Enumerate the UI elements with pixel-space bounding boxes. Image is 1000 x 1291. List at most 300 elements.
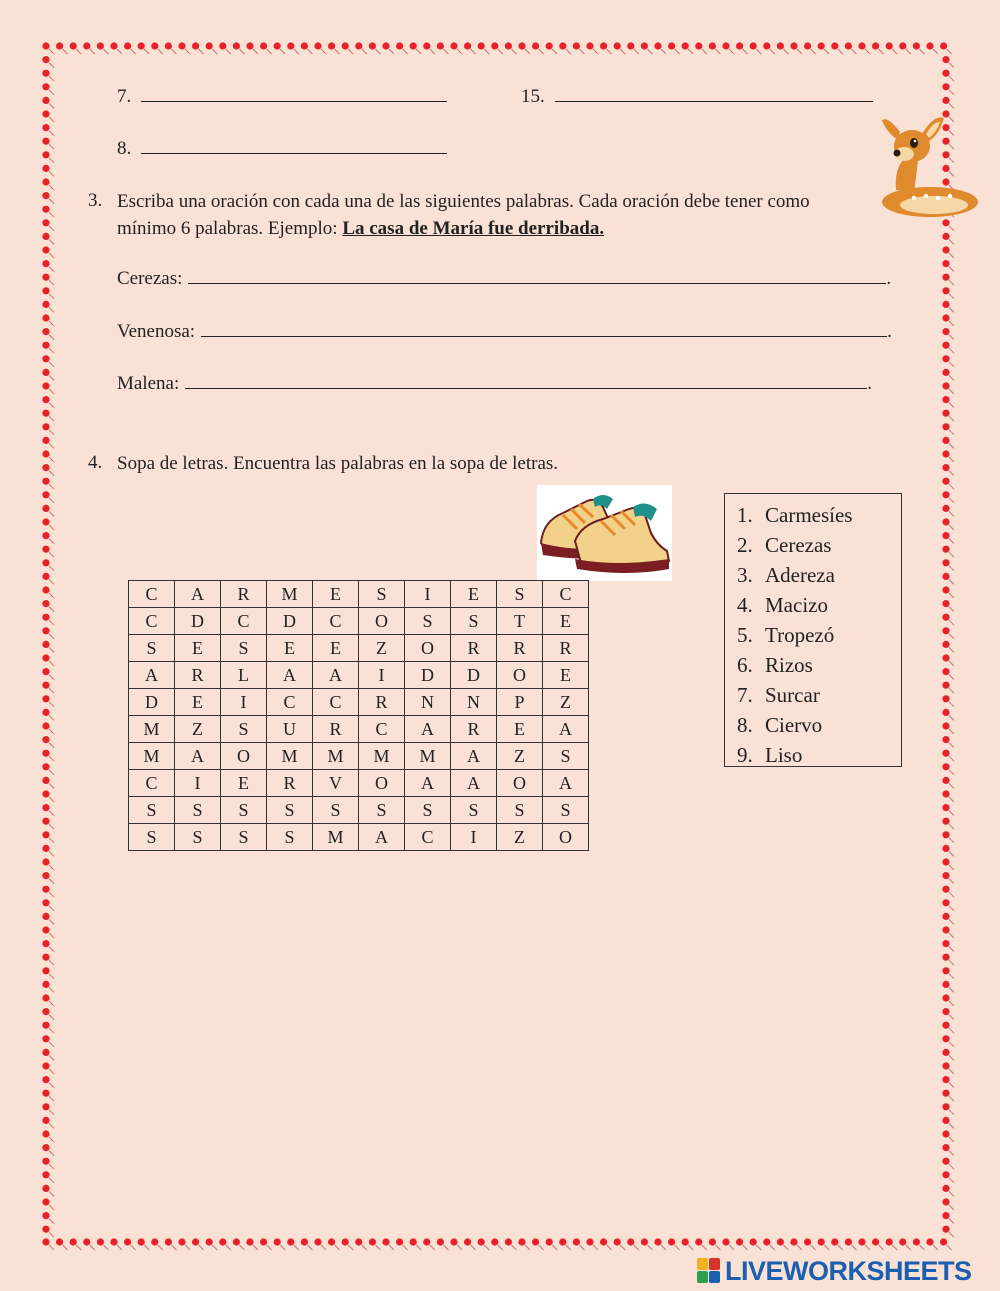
word-search-grid (128, 580, 589, 851)
border-dot (42, 450, 49, 457)
grid-cell[interactable]: R (313, 716, 359, 743)
grid-cell[interactable]: R (543, 635, 589, 662)
border-dot (942, 682, 949, 689)
border-dot-stem (49, 607, 54, 612)
border-dot-stem (49, 1232, 54, 1237)
grid-cell[interactable]: O (497, 770, 543, 797)
border-dot (382, 1238, 389, 1245)
border-dot (42, 1238, 49, 1245)
sneakers-illustration (537, 485, 672, 581)
grid-row (129, 743, 589, 770)
grid-cell[interactable]: A (129, 662, 175, 689)
border-dot (42, 1103, 49, 1110)
grid-cell[interactable]: S (359, 797, 405, 824)
border-dot-stem (49, 783, 54, 788)
line-number: 15. (521, 86, 545, 107)
border-dot (42, 600, 49, 607)
border-dot (942, 70, 949, 77)
border-dot (42, 178, 49, 185)
border-dot-stem (892, 1245, 897, 1250)
border-dot-stem (634, 1245, 639, 1250)
grid-cell[interactable]: A (405, 770, 451, 797)
border-dot-stem (199, 1245, 204, 1250)
border-dot-stem (49, 158, 54, 163)
border-dot-stem (949, 770, 954, 775)
grid-cell[interactable]: O (221, 743, 267, 770)
grid-cell[interactable]: I (405, 581, 451, 608)
border-dot (695, 1238, 702, 1245)
grid-cell[interactable]: A (175, 581, 221, 608)
word-text: Carmesíes (765, 503, 853, 527)
border-dot-stem (647, 1245, 652, 1250)
border-dot-stem (552, 49, 557, 54)
border-dot-stem (824, 49, 829, 54)
grid-cell[interactable]: C (129, 608, 175, 635)
border-dot (42, 423, 49, 430)
grid-cell[interactable]: C (221, 608, 267, 635)
grid-cell[interactable]: Z (359, 635, 405, 662)
grid-cell[interactable]: S (175, 824, 221, 851)
border-dot-stem (949, 76, 954, 81)
border-dot-stem (49, 362, 54, 367)
border-dot-stem (947, 1245, 952, 1250)
grid-cell[interactable]: C (129, 770, 175, 797)
grid-cell[interactable]: R (221, 581, 267, 608)
border-dot (42, 1035, 49, 1042)
field-end: . (867, 373, 873, 394)
grid-cell[interactable]: T (497, 608, 543, 635)
grid-cell[interactable]: R (497, 635, 543, 662)
border-dot (940, 42, 947, 49)
border-dot-stem (49, 879, 54, 884)
grid-cell[interactable]: S (497, 797, 543, 824)
border-dot-stem (131, 1245, 136, 1250)
border-dot (97, 42, 104, 49)
border-dot (42, 491, 49, 498)
border-dot-stem (729, 1245, 734, 1250)
grid-cell[interactable]: A (313, 662, 359, 689)
grid-cell[interactable]: S (129, 824, 175, 851)
border-dot-stem (49, 797, 54, 802)
border-dot (42, 396, 49, 403)
grid-cell[interactable]: I (175, 770, 221, 797)
grid-cell[interactable]: I (359, 662, 405, 689)
border-dot (151, 1238, 158, 1245)
border-dot (942, 586, 949, 593)
border-dot (42, 981, 49, 988)
border-dot-stem (783, 49, 788, 54)
border-dot (42, 858, 49, 865)
grid-cell[interactable]: D (267, 608, 313, 635)
grid-cell[interactable]: S (267, 797, 313, 824)
border-dot-stem (253, 49, 258, 54)
border-dot-stem (49, 593, 54, 598)
border-dot-stem (539, 1245, 544, 1250)
grid-cell[interactable]: R (267, 770, 313, 797)
border-dot-stem (949, 1015, 954, 1020)
question-3-number: 3. (88, 190, 103, 211)
border-dot-stem (49, 1137, 54, 1142)
grid-cell[interactable]: S (451, 608, 497, 635)
answer-line-15[interactable] (521, 86, 873, 108)
border-dot-stem (362, 49, 367, 54)
border-dot-stem (199, 49, 204, 54)
border-dot-stem (49, 307, 54, 312)
border-dot-stem (949, 579, 954, 584)
border-dot-stem (949, 103, 954, 108)
grid-cell[interactable]: S (405, 608, 451, 635)
grid-cell[interactable]: E (313, 635, 359, 662)
grid-cell[interactable]: A (405, 716, 451, 743)
grid-cell[interactable]: O (497, 662, 543, 689)
border-dot-stem (49, 63, 54, 68)
border-dot (42, 1212, 49, 1219)
border-dot (42, 954, 49, 961)
word-text: Cerezas (765, 533, 832, 557)
border-dot-stem (498, 1245, 503, 1250)
border-dot (518, 42, 525, 49)
border-dot-stem (729, 49, 734, 54)
word-text: Macizo (765, 593, 828, 617)
border-dot-stem (335, 49, 340, 54)
grid-cell[interactable]: Z (543, 689, 589, 716)
border-dot-stem (239, 49, 244, 54)
grid-cell[interactable]: U (267, 716, 313, 743)
border-dot (42, 641, 49, 648)
grid-cell[interactable]: D (129, 689, 175, 716)
sentence-field-venenosa[interactable] (117, 321, 892, 343)
border-dot (831, 42, 838, 49)
border-dot (42, 695, 49, 702)
border-dot-stem (525, 1245, 530, 1250)
border-dot-stem (403, 49, 408, 54)
border-dot-stem (949, 974, 954, 979)
grid-cell[interactable]: O (359, 608, 405, 635)
grid-cell[interactable]: C (313, 608, 359, 635)
grid-row (129, 581, 589, 608)
border-dot-stem (49, 838, 54, 843)
border-dot (165, 1238, 172, 1245)
grid-cell[interactable]: M (267, 743, 313, 770)
border-dot (355, 1238, 362, 1245)
grid-cell[interactable]: S (313, 797, 359, 824)
border-dot (763, 1238, 770, 1245)
grid-cell[interactable]: C (359, 716, 405, 743)
grid-cell[interactable]: C (405, 824, 451, 851)
border-dot-stem (949, 294, 954, 299)
grid-cell[interactable]: R (451, 635, 497, 662)
border-dot (942, 410, 949, 417)
border-dot (342, 42, 349, 49)
border-dot-stem (949, 1151, 954, 1156)
border-dot (913, 1238, 920, 1245)
border-dot (42, 1008, 49, 1015)
border-dot-stem (949, 253, 954, 258)
border-dot (942, 763, 949, 770)
grid-row (129, 689, 589, 716)
border-dot-stem (949, 430, 954, 435)
grid-cell[interactable]: M (129, 743, 175, 770)
grid-cell[interactable]: D (451, 662, 497, 689)
border-dot (942, 831, 949, 838)
border-dot (42, 627, 49, 634)
border-dot-stem (851, 1245, 856, 1250)
grid-cell[interactable]: I (451, 824, 497, 851)
grid-cell[interactable]: A (543, 770, 589, 797)
border-dot-stem (49, 987, 54, 992)
grid-cell[interactable]: S (221, 635, 267, 662)
grid-cell[interactable]: O (405, 635, 451, 662)
border-dot (942, 600, 949, 607)
border-dot-stem (949, 824, 954, 829)
border-dot-stem (253, 1245, 258, 1250)
grid-cell[interactable]: L (221, 662, 267, 689)
border-dot (942, 641, 949, 648)
grid-cell[interactable]: S (129, 635, 175, 662)
border-dot-stem (49, 1164, 54, 1169)
grid-cell[interactable]: N (405, 689, 451, 716)
field-label: Cerezas: (117, 268, 183, 289)
border-dot (42, 192, 49, 199)
border-dot (942, 804, 949, 811)
grid-cell[interactable]: E (497, 716, 543, 743)
grid-cell[interactable]: O (359, 770, 405, 797)
grid-cell[interactable]: N (451, 689, 497, 716)
border-dot (42, 274, 49, 281)
border-dot (42, 410, 49, 417)
border-dot (42, 110, 49, 117)
grid-cell[interactable]: S (221, 824, 267, 851)
border-dot-stem (949, 484, 954, 489)
border-dot (750, 42, 757, 49)
border-dot-stem (63, 1245, 68, 1250)
grid-cell[interactable]: E (451, 581, 497, 608)
grid-cell[interactable]: D (405, 662, 451, 689)
border-dot-stem (49, 539, 54, 544)
grid-cell[interactable]: V (313, 770, 359, 797)
grid-cell[interactable]: E (175, 689, 221, 716)
border-dot (858, 42, 865, 49)
grid-cell[interactable]: S (497, 581, 543, 608)
word-list-item (737, 710, 901, 740)
border-dot-stem (949, 389, 954, 394)
grid-cell[interactable]: I (221, 689, 267, 716)
border-dot-stem (443, 49, 448, 54)
border-dot (42, 382, 49, 389)
border-dot (942, 546, 949, 553)
border-dot (450, 42, 457, 49)
border-dot (942, 1090, 949, 1097)
border-dot-stem (49, 865, 54, 870)
grid-cell[interactable]: M (405, 743, 451, 770)
border-dot (233, 42, 240, 49)
border-dot-stem (949, 348, 954, 353)
answer-line-8[interactable] (117, 138, 447, 160)
word-number: 2. (737, 533, 753, 557)
grid-cell[interactable]: Z (175, 716, 221, 743)
border-dot-stem (949, 1042, 954, 1047)
border-dot (942, 56, 949, 63)
grid-cell[interactable]: E (313, 581, 359, 608)
grid-cell[interactable]: S (221, 797, 267, 824)
border-dot (369, 1238, 376, 1245)
border-dot (42, 287, 49, 294)
border-dot (804, 1238, 811, 1245)
grid-cell[interactable]: E (543, 662, 589, 689)
border-dot (42, 777, 49, 784)
border-dot-stem (756, 1245, 761, 1250)
live-logo-icon (697, 1258, 721, 1284)
border-dot (219, 42, 226, 49)
grid-cell[interactable]: Z (497, 743, 543, 770)
border-dot (942, 464, 949, 471)
border-dot (546, 1238, 553, 1245)
answer-line-7[interactable] (117, 86, 447, 108)
border-dot-stem (593, 49, 598, 54)
border-dot (369, 42, 376, 49)
word-text: Adereza (765, 563, 835, 587)
grid-cell[interactable]: E (221, 770, 267, 797)
word-list-item (737, 620, 901, 650)
border-dot-stem (743, 1245, 748, 1250)
border-dot-stem (949, 1001, 954, 1006)
border-dot-stem (49, 1123, 54, 1128)
border-dot (942, 301, 949, 308)
border-dot-stem (49, 715, 54, 720)
grid-cell[interactable]: S (129, 797, 175, 824)
border-dot (206, 1238, 213, 1245)
border-dot (942, 913, 949, 920)
border-dot (818, 1238, 825, 1245)
border-dot (573, 1238, 580, 1245)
border-dot (763, 42, 770, 49)
grid-cell[interactable]: D (175, 608, 221, 635)
border-dot (314, 42, 321, 49)
question-4-text: Sopa de letras. Encuentra las palabras en la sopa de letras. (117, 453, 559, 474)
border-dot (926, 1238, 933, 1245)
word-number: 4. (737, 593, 753, 617)
border-dot (219, 1238, 226, 1245)
border-dot-stem (375, 49, 380, 54)
grid-cell[interactable]: S (221, 716, 267, 743)
grid-cell[interactable]: S (543, 743, 589, 770)
border-dot-stem (49, 294, 54, 299)
border-dot (559, 1238, 566, 1245)
grid-cell[interactable]: M (313, 824, 359, 851)
grid-cell[interactable]: P (497, 689, 543, 716)
border-dot-stem (90, 49, 95, 54)
border-dot-stem (471, 49, 476, 54)
border-dot-stem (226, 1245, 231, 1250)
border-dot-stem (949, 335, 954, 340)
border-dot-stem (49, 947, 54, 952)
border-dot (942, 1198, 949, 1205)
border-dot (586, 1238, 593, 1245)
sentence-field-malena[interactable] (117, 373, 872, 395)
grid-cell[interactable]: A (543, 716, 589, 743)
border-dot (42, 1076, 49, 1083)
grid-cell[interactable]: C (129, 581, 175, 608)
grid-cell[interactable]: A (267, 662, 313, 689)
grid-cell[interactable]: S (267, 824, 313, 851)
border-dot-stem (49, 933, 54, 938)
border-dot (942, 396, 949, 403)
border-dot-stem (471, 1245, 476, 1250)
border-dot-stem (949, 838, 954, 843)
border-dot (668, 1238, 675, 1245)
grid-cell[interactable]: Z (497, 824, 543, 851)
border-dot (42, 586, 49, 593)
border-dot (56, 42, 63, 49)
border-dot-stem (49, 1083, 54, 1088)
grid-cell[interactable]: E (175, 635, 221, 662)
border-dot-stem (49, 267, 54, 272)
border-dot (942, 858, 949, 865)
grid-cell[interactable]: S (543, 797, 589, 824)
border-dot (942, 790, 949, 797)
border-dot (328, 1238, 335, 1245)
grid-cell[interactable]: O (543, 824, 589, 851)
grid-cell[interactable]: M (313, 743, 359, 770)
sentence-field-cerezas[interactable] (117, 268, 891, 290)
grid-cell[interactable]: A (451, 770, 497, 797)
border-dot-stem (49, 1028, 54, 1033)
border-dot-stem (634, 49, 639, 54)
grid-cell[interactable]: A (451, 743, 497, 770)
grid-cell[interactable]: E (267, 635, 313, 662)
border-dot (491, 1238, 498, 1245)
border-dot (505, 42, 512, 49)
border-dot (42, 518, 49, 525)
border-dot (942, 722, 949, 729)
border-dot (342, 1238, 349, 1245)
grid-cell[interactable]: C (543, 581, 589, 608)
word-list-item (737, 680, 901, 710)
border-dot (314, 1238, 321, 1245)
question-3-example: La casa de María fue derribada. (342, 218, 605, 239)
border-dot (42, 124, 49, 131)
grid-cell[interactable]: C (313, 689, 359, 716)
border-dot (42, 219, 49, 226)
grid-cell[interactable]: R (451, 716, 497, 743)
grid-cell[interactable]: S (175, 797, 221, 824)
grid-cell[interactable]: S (405, 797, 451, 824)
grid-cell[interactable]: C (267, 689, 313, 716)
grid-cell[interactable]: A (175, 743, 221, 770)
border-dot-stem (949, 879, 954, 884)
grid-cell[interactable]: R (359, 689, 405, 716)
grid-cell[interactable]: S (359, 581, 405, 608)
border-dot-stem (949, 525, 954, 530)
border-dot-stem (949, 811, 954, 816)
border-dot-stem (430, 1245, 435, 1250)
border-dot (942, 1130, 949, 1137)
grid-cell[interactable]: E (543, 608, 589, 635)
border-dot (942, 450, 949, 457)
border-dot (858, 1238, 865, 1245)
border-dot (505, 1238, 512, 1245)
border-dot-stem (511, 49, 516, 54)
border-dot-stem (688, 1245, 693, 1250)
grid-cell[interactable]: A (359, 824, 405, 851)
word-text: Tropezó (765, 623, 835, 647)
border-dot-stem (949, 443, 954, 448)
grid-cell[interactable]: M (359, 743, 405, 770)
grid-cell[interactable]: S (451, 797, 497, 824)
grid-cell[interactable]: M (267, 581, 313, 608)
grid-cell[interactable]: M (129, 716, 175, 743)
grid-cell[interactable]: R (175, 662, 221, 689)
